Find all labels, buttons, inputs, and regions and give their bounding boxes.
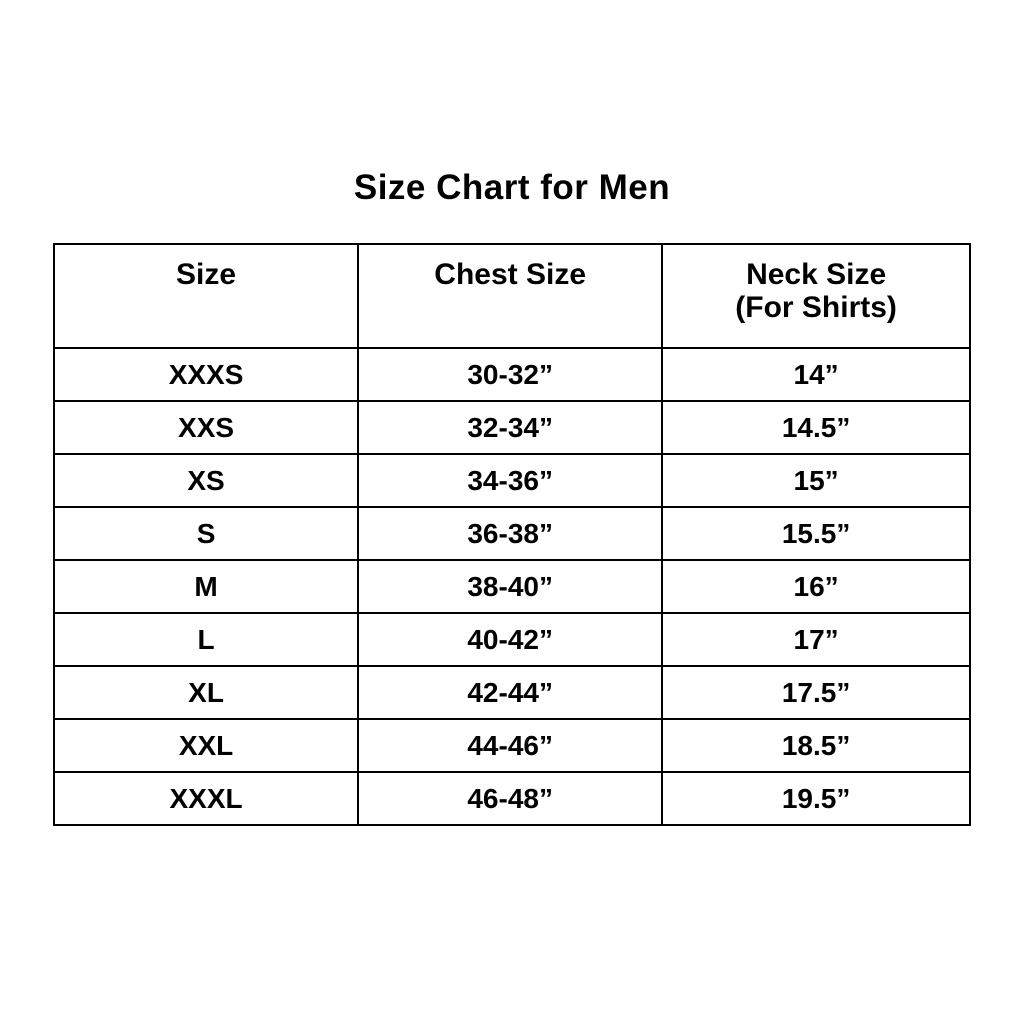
cell-neck: 17” <box>662 613 970 666</box>
cell-chest: 34-36” <box>358 454 662 507</box>
cell-neck: 14” <box>662 348 970 401</box>
table-row <box>54 719 970 772</box>
cell-neck: 16” <box>662 560 970 613</box>
cell-neck: 17.5” <box>662 666 970 719</box>
header-neck-size-label: Neck Size <box>746 258 887 291</box>
table-row <box>54 348 970 401</box>
cell-chest: 30-32” <box>358 348 662 401</box>
size-chart-table <box>53 243 971 826</box>
table-row <box>54 401 970 454</box>
header-chest-size-label: Chest Size <box>434 258 587 291</box>
header-neck-size-sub: (For Shirts) <box>735 291 897 324</box>
cell-chest: 44-46” <box>358 719 662 772</box>
cell-neck: 18.5” <box>662 719 970 772</box>
cell-chest: 38-40” <box>358 560 662 613</box>
table-header-row <box>54 244 970 348</box>
table-row <box>54 772 970 825</box>
table-row <box>54 560 970 613</box>
cell-chest: 46-48” <box>358 772 662 825</box>
cell-chest: 40-42” <box>358 613 662 666</box>
page-title: Size Chart for Men <box>353 168 671 207</box>
cell-size: XXXS <box>54 348 358 401</box>
table-row <box>54 454 970 507</box>
cell-size: M <box>54 560 358 613</box>
cell-size: XL <box>54 666 358 719</box>
table-row <box>54 666 970 719</box>
cell-neck: 14.5” <box>662 401 970 454</box>
header-size <box>54 244 358 348</box>
cell-chest: 42-44” <box>358 666 662 719</box>
table-row <box>54 507 970 560</box>
cell-chest: 32-34” <box>358 401 662 454</box>
cell-neck: 15.5” <box>662 507 970 560</box>
cell-chest: 36-38” <box>358 507 662 560</box>
cell-size: XXS <box>54 401 358 454</box>
cell-size: XS <box>54 454 358 507</box>
cell-size: XXL <box>54 719 358 772</box>
cell-size: XXXL <box>54 772 358 825</box>
header-size-label: Size <box>176 258 237 291</box>
cell-neck: 19.5” <box>662 772 970 825</box>
header-chest-size <box>358 244 662 348</box>
cell-size: L <box>54 613 358 666</box>
cell-neck: 15” <box>662 454 970 507</box>
header-neck-size <box>662 244 970 348</box>
cell-size: S <box>54 507 358 560</box>
table-row <box>54 613 970 666</box>
